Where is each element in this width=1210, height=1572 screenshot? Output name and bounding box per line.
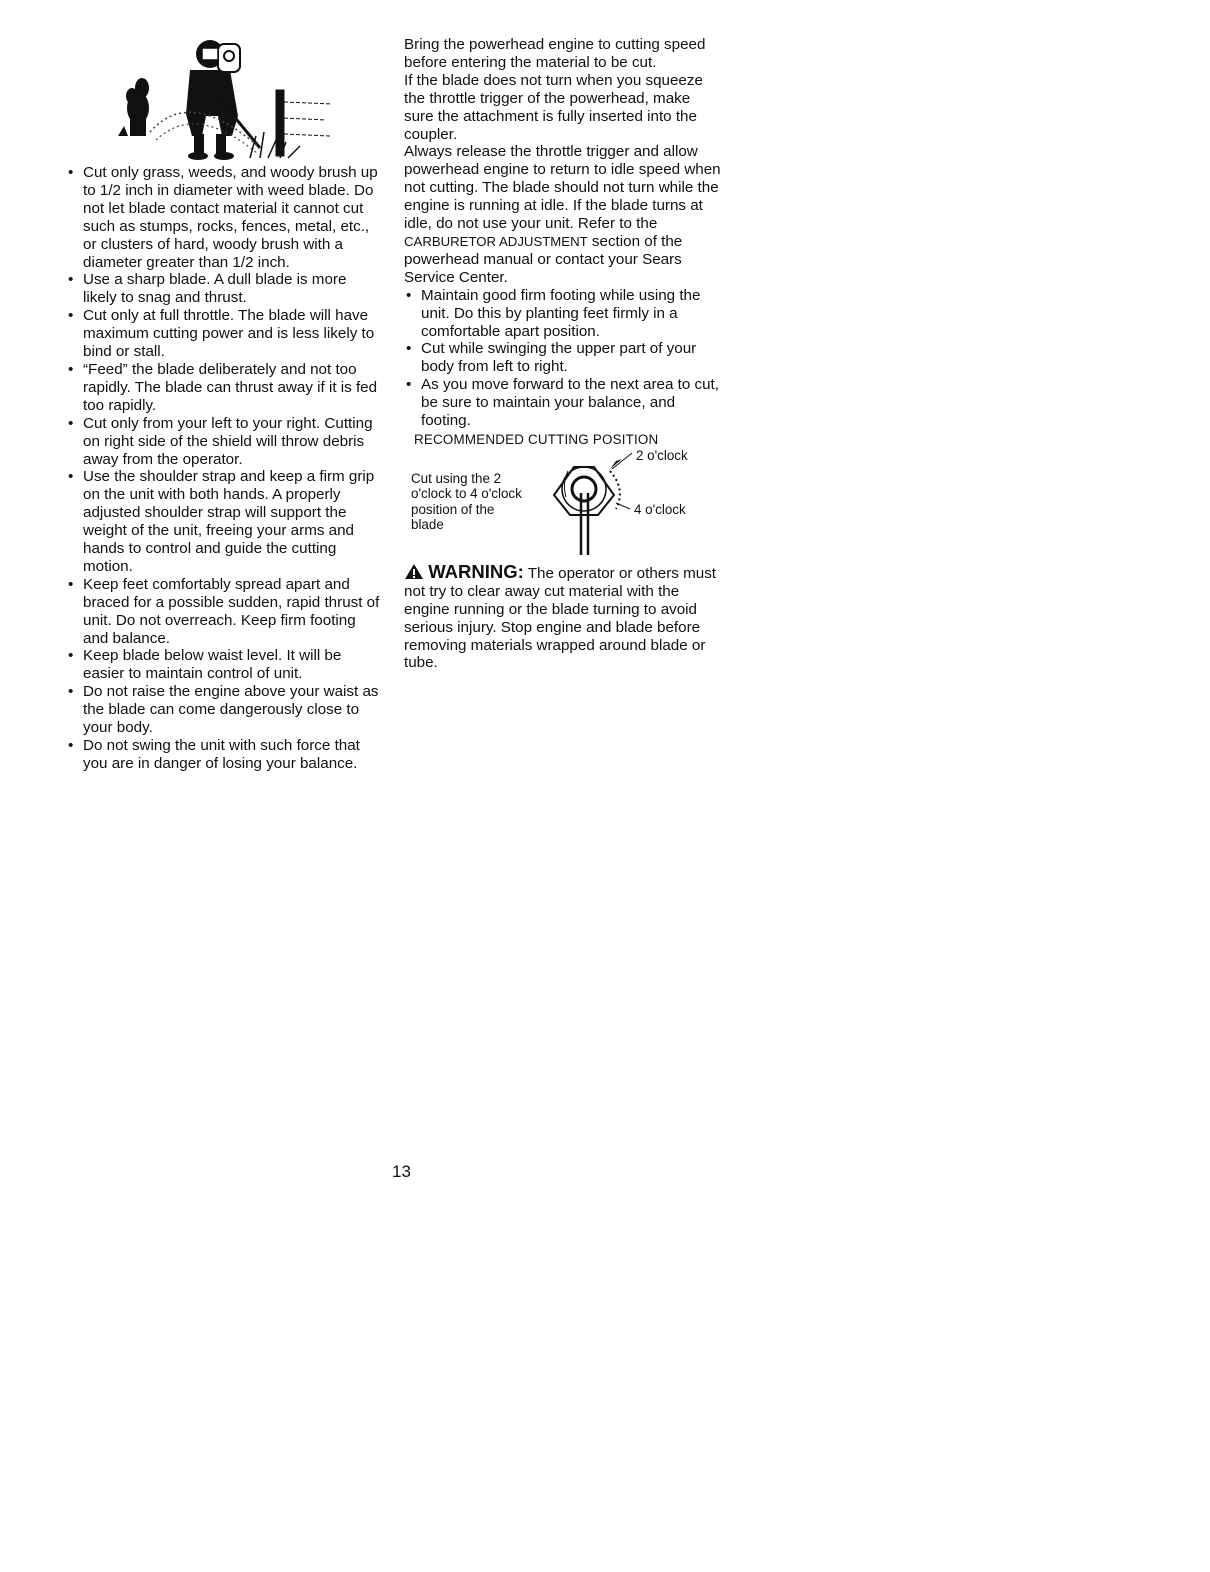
list-item: • Cut only from your left to your right. Cutting on right side of the shield will throw debris away from the operator. bbox=[66, 415, 384, 469]
paragraph-idle-speed bbox=[404, 143, 722, 286]
warning-triangle-icon bbox=[404, 563, 424, 580]
list-item: • As you move forward to the next area to cut, be sure to maintain your balance, and footing. bbox=[404, 376, 722, 430]
paragraph-blade-not-turning: If the blade does not turn when you squeeze the throttle trigger of the powerhead, make sure the attachment is fully inserted into the coupler. bbox=[404, 71, 703, 143]
carburetor-adjustment-ref: CARBURETOR ADJUSTMENT bbox=[404, 233, 588, 249]
list-item: • Do not raise the engine above your waist as the blade can come dangerously close to your body. bbox=[66, 683, 384, 737]
list-item: • Maintain good firm footing while using the unit. Do this by planting feet firmly in a comfortable apart position. bbox=[404, 287, 722, 341]
safety-bullet-list bbox=[66, 164, 384, 773]
label-4-oclock: 4 o'clock bbox=[634, 501, 686, 517]
idle-text-end: section of the powerhead manual or contact your Sears Service Center. bbox=[404, 232, 683, 286]
diagram-title: RECOMMENDED CUTTING POSITION bbox=[414, 431, 659, 447]
list-item: • Keep blade below waist level. It will be easier to maintain control of unit. bbox=[66, 647, 384, 683]
page-number: 13 bbox=[392, 1162, 411, 1181]
label-2-oclock: 2 o'clock bbox=[636, 447, 688, 463]
right-column bbox=[404, 36, 722, 672]
blade-cutting-position-icon bbox=[404, 431, 722, 555]
list-item: • “Feed” the blade deliberately and not too rapidly. The blade can thrust away if it is fed too rapidly. bbox=[66, 361, 384, 415]
left-column bbox=[66, 164, 384, 773]
diagram-caption: Cut using the 2 o'clock to 4 o'clock position of the blade bbox=[411, 470, 522, 533]
list-item: • Use the shoulder strap and keep a firm grip on the unit with both hands. A properly adjusted shoulder strap will support the weight of the unit, freeing your arms and hands to control and guide the cutting motion. bbox=[66, 468, 384, 575]
footing-bullet-list bbox=[404, 287, 722, 430]
operator-with-weed-blade-icon bbox=[110, 36, 340, 162]
paragraph-cutting-speed: Bring the powerhead engine to cutting speed before entering the material to be cut. bbox=[404, 36, 706, 71]
list-item: • Use a sharp blade. A dull blade is more likely to snag and thrust. bbox=[66, 271, 384, 307]
warning-text: The operator or others must not try to clear away cut material with the engine running or the blade turning to avoid serious injury. Stop engine and blade before removing materials wrapped around blade or tube. bbox=[404, 564, 717, 672]
warning-label: WARNING: bbox=[428, 560, 524, 582]
list-item: • Cut only at full throttle. The blade will have maximum cutting power and is less likely to bind or stall. bbox=[66, 307, 384, 361]
list-item: • Keep feet comfortably spread apart and braced for a possible sudden, rapid thrust of unit. Do not overreach. Keep firm footing and balance. bbox=[66, 576, 384, 648]
warning-block bbox=[404, 560, 722, 672]
cutting-position-diagram bbox=[404, 431, 722, 555]
list-item: • Cut only grass, weeds, and woody brush up to 1/2 inch in diameter with weed blade. Do not let blade contact material it cannot cut such as stumps, rocks, fences, metal, etc., or clusters of hard, woody brush with a diameter greater than 1/2 inch. bbox=[66, 164, 384, 271]
list-item: • Do not swing the unit with such force that you are in danger of losing your balance. bbox=[66, 737, 384, 773]
idle-text: Always release the throttle trigger and allow powerhead engine to return to idle speed when not cutting. The blade should not turn while the engine is running at idle. If the blade turns at idle, do not use your unit. Refer to the bbox=[404, 143, 721, 233]
list-item: • Cut while swinging the upper part of your body from left to right. bbox=[404, 340, 722, 376]
